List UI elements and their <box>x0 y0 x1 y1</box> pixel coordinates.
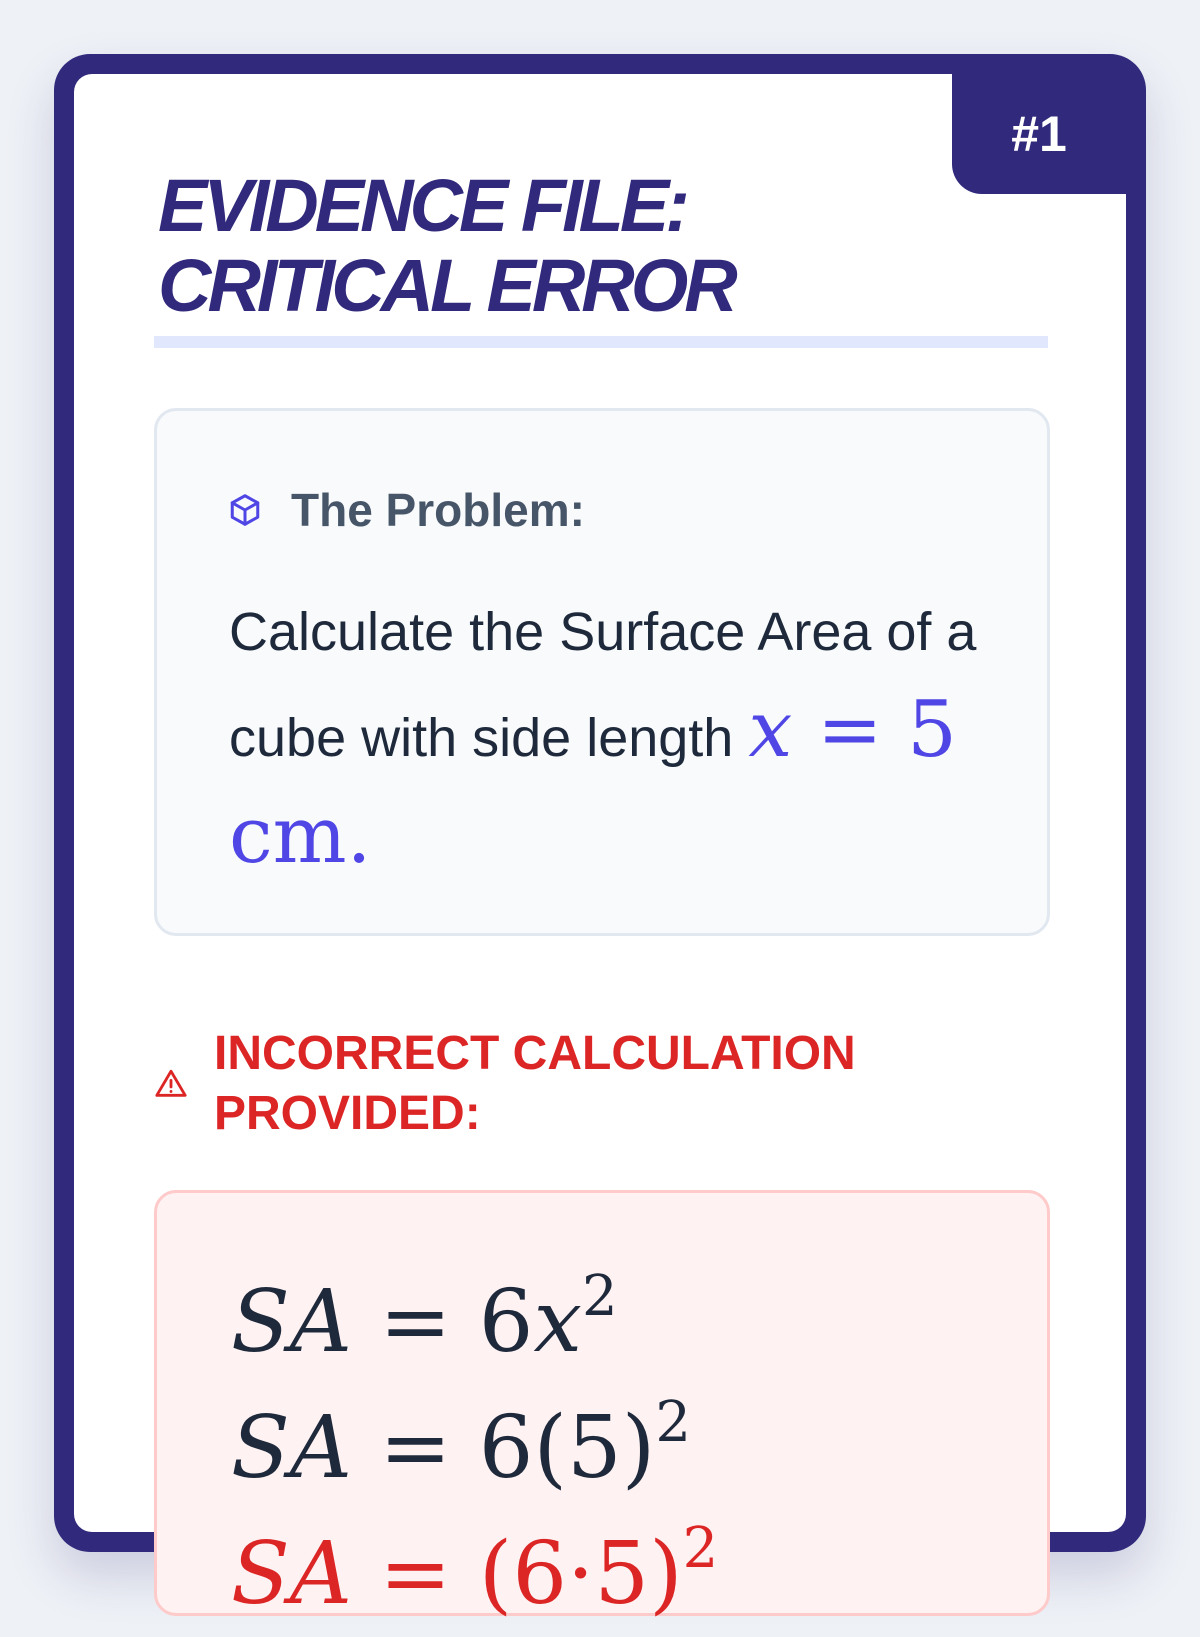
warning-text-line-1: INCORRECT CALCULATION <box>214 1027 856 1080</box>
problem-label <box>227 483 585 537</box>
calc-exponent: 2 <box>682 1516 719 1581</box>
calc-exponent: 2 <box>655 1390 691 1455</box>
problem-statement-text: Calculate the Surface Area of a cube with side length <box>229 602 977 768</box>
problem-label-text: The Problem: <box>291 484 585 536</box>
problem-math-variable: x <box>748 685 793 775</box>
calc-exponent: 2 <box>582 1264 618 1329</box>
calculation-line-error <box>231 1511 718 1637</box>
calculation-box <box>154 1190 1050 1624</box>
problem-statement <box>229 583 989 893</box>
calc-rhs: = 6 <box>352 1272 534 1372</box>
calc-lhs: SA <box>231 1272 353 1372</box>
problem-box <box>154 408 1050 936</box>
calc-rhs: = (6·5) <box>352 1524 683 1624</box>
evidence-card <box>54 54 1146 1624</box>
cube-icon <box>227 492 263 528</box>
card-title <box>158 166 734 326</box>
card-title-line-2: CRITICAL ERROR <box>158 244 734 327</box>
calc-lhs: SA <box>231 1398 353 1498</box>
warning-heading <box>154 1024 856 1144</box>
card-title-line-1: EVIDENCE FILE: <box>158 164 686 247</box>
warning-text-line-2: PROVIDED: <box>214 1087 481 1140</box>
calculation-line <box>231 1385 718 1511</box>
card-number-badge: #1 <box>952 74 1126 194</box>
calculation-line <box>231 1259 718 1385</box>
calc-lhs: SA <box>231 1524 353 1624</box>
warning-triangle-icon <box>154 1067 188 1101</box>
calc-rhs: = 6(5) <box>352 1398 656 1498</box>
calculation-lines <box>231 1259 718 1637</box>
problem-math-value: = 5 cm. <box>229 685 957 881</box>
warning-text <box>214 1024 856 1144</box>
evidence-card-body <box>74 74 1126 1624</box>
calc-variable: x <box>533 1272 582 1372</box>
title-divider <box>154 336 1048 348</box>
